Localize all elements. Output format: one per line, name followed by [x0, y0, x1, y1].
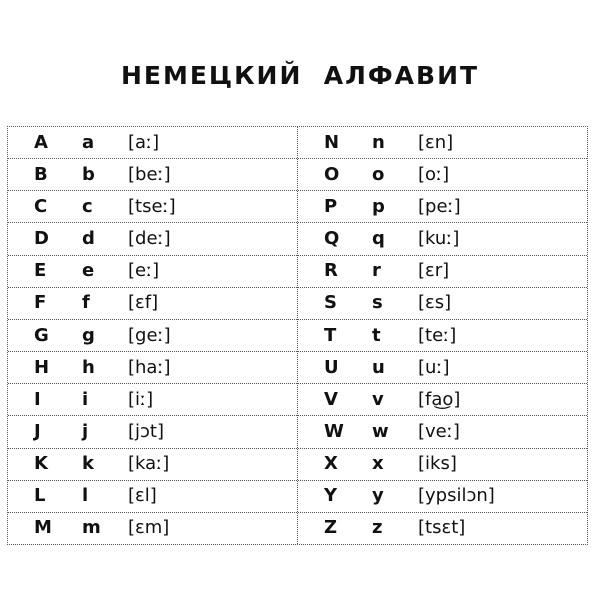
pronunciation: [iks] [418, 453, 457, 475]
lowercase-letter: r [372, 260, 381, 282]
uppercase-letter: J [34, 420, 41, 442]
uppercase-letter: R [324, 260, 338, 282]
uppercase-letter: N [324, 131, 340, 153]
lowercase-letter: k [82, 453, 94, 475]
pronunciation: [eː] [128, 260, 160, 282]
lowercase-letter: c [82, 195, 93, 217]
uppercase-letter: G [34, 324, 49, 346]
pronunciation: [jɔt] [128, 420, 164, 442]
pronunciation: [ypsilɔn] [418, 485, 495, 507]
uppercase-letter: E [34, 260, 47, 282]
table-row [298, 191, 587, 223]
pronunciation: [ɛl] [128, 485, 157, 507]
table-row [298, 416, 587, 448]
lowercase-letter: p [372, 195, 385, 217]
table-row [8, 416, 297, 448]
pronunciation: [tseː] [128, 195, 176, 217]
page-title: НЕМЕЦКИЙ АЛФАВИТ [120, 61, 480, 90]
uppercase-letter: Z [324, 517, 338, 539]
lowercase-letter: b [82, 163, 95, 185]
uppercase-letter: T [324, 324, 337, 346]
uppercase-letter: W [324, 420, 344, 442]
uppercase-letter: F [34, 292, 47, 314]
left-column [8, 127, 298, 544]
pronunciation: [fa͜o] [418, 388, 461, 410]
pronunciation: [kuː] [418, 228, 460, 250]
alphabet-table [7, 126, 588, 545]
pronunciation: [ɛs] [418, 292, 452, 314]
pronunciation: [ɛn] [418, 131, 454, 153]
table-row [298, 159, 587, 191]
lowercase-letter: j [82, 420, 89, 442]
pronunciation: [kaː] [128, 453, 170, 475]
lowercase-letter: n [372, 131, 385, 153]
lowercase-letter: l [82, 485, 89, 507]
table-row [298, 320, 587, 352]
uppercase-letter: Y [324, 485, 338, 507]
table-row [298, 223, 587, 255]
lowercase-letter: w [372, 420, 389, 442]
uppercase-letter: U [324, 356, 339, 378]
uppercase-letter: C [34, 195, 48, 217]
pronunciation: [deː] [128, 228, 171, 250]
table-row [298, 481, 587, 513]
uppercase-letter: A [34, 131, 48, 153]
table-row [298, 352, 587, 384]
table-row [8, 449, 297, 481]
pronunciation: [beː] [128, 163, 171, 185]
pronunciation: [iː] [128, 388, 154, 410]
pronunciation: [teː] [418, 324, 457, 346]
table-row [8, 256, 297, 288]
uppercase-letter: P [324, 195, 338, 217]
uppercase-letter: D [34, 228, 49, 250]
uppercase-letter: O [324, 163, 340, 185]
table-row [8, 352, 297, 384]
table-row [298, 384, 587, 416]
table-row [298, 513, 587, 544]
uppercase-letter: B [34, 163, 48, 185]
uppercase-letter: M [34, 517, 52, 539]
uppercase-letter: L [34, 485, 46, 507]
lowercase-letter: z [372, 517, 383, 539]
lowercase-letter: h [82, 356, 95, 378]
uppercase-letter: H [34, 356, 50, 378]
table-row [298, 288, 587, 320]
pronunciation: [ɛf] [128, 292, 159, 314]
table-row [298, 127, 587, 159]
uppercase-letter: X [324, 453, 338, 475]
table-row [8, 223, 297, 255]
lowercase-letter: i [82, 388, 89, 410]
table-row [8, 127, 297, 159]
uppercase-letter: I [34, 388, 41, 410]
lowercase-letter: g [82, 324, 95, 346]
table-row [8, 481, 297, 513]
lowercase-letter: e [82, 260, 95, 282]
lowercase-letter: t [372, 324, 381, 346]
table-row [8, 513, 297, 544]
uppercase-letter: S [324, 292, 337, 314]
lowercase-letter: q [372, 228, 385, 250]
lowercase-letter: o [372, 163, 385, 185]
pronunciation: [uː] [418, 356, 450, 378]
lowercase-letter: m [82, 517, 101, 539]
pronunciation: [haː] [128, 356, 171, 378]
table-row [8, 320, 297, 352]
pronunciation: [oː] [418, 163, 450, 185]
table-row [8, 191, 297, 223]
table-row [8, 159, 297, 191]
lowercase-letter: v [372, 388, 384, 410]
table-row [8, 288, 297, 320]
pronunciation: [ɛr] [418, 260, 450, 282]
table-row [298, 256, 587, 288]
lowercase-letter: a [82, 131, 95, 153]
pronunciation: [tsɛt] [418, 517, 466, 539]
table-row [8, 384, 297, 416]
lowercase-letter: s [372, 292, 383, 314]
pronunciation: [aː] [128, 131, 160, 153]
uppercase-letter: K [34, 453, 48, 475]
lowercase-letter: d [82, 228, 95, 250]
uppercase-letter: Q [324, 228, 340, 250]
lowercase-letter: f [82, 292, 90, 314]
lowercase-letter: u [372, 356, 385, 378]
lowercase-letter: x [372, 453, 384, 475]
pronunciation: [peː] [418, 195, 461, 217]
pronunciation: [ɛm] [128, 517, 170, 539]
uppercase-letter: V [324, 388, 338, 410]
pronunciation: [veː] [418, 420, 460, 442]
pronunciation: [geː] [128, 324, 171, 346]
right-column [298, 127, 587, 544]
lowercase-letter: y [372, 485, 384, 507]
table-row [298, 449, 587, 481]
